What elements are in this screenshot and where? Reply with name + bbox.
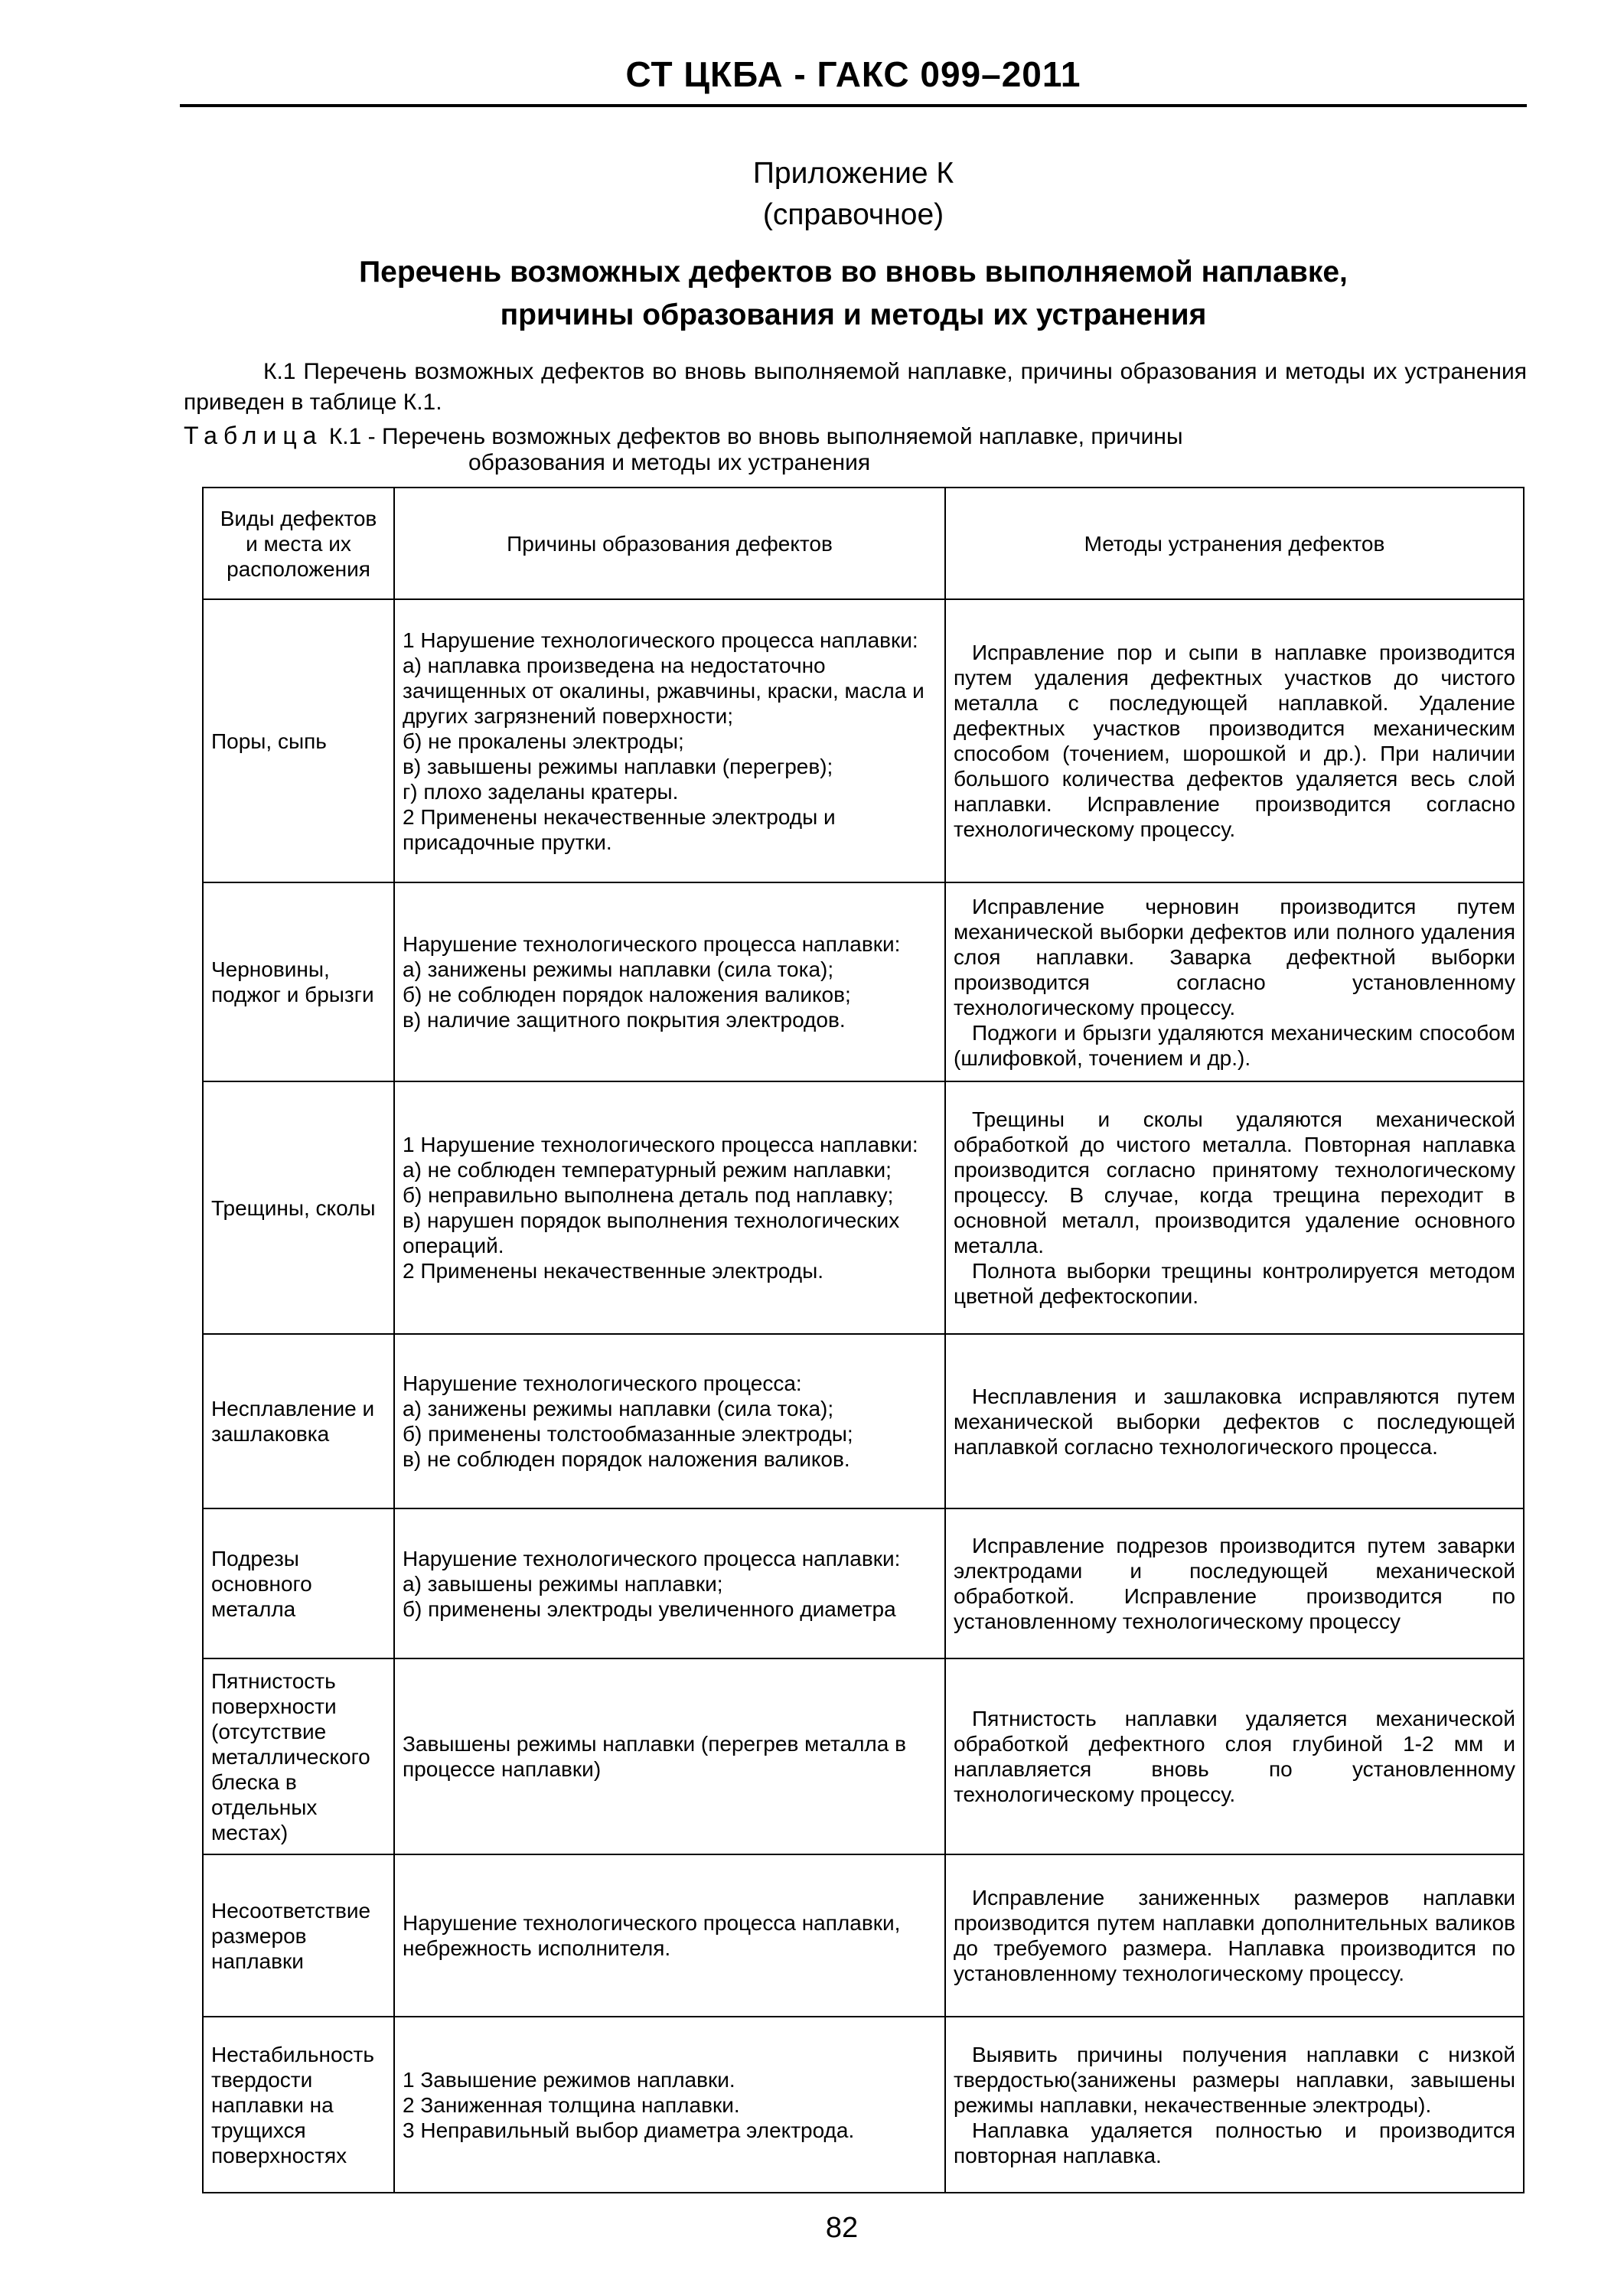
- method-paragraph: Несплавления и зашлаковка исправляются путем механической выборки дефектов с последующей наплавкой согласно технологического процесса.: [954, 1384, 1515, 1459]
- defect-cause-cell: [394, 1508, 945, 1658]
- cause-line: г) плохо заделаны кратеры.: [403, 779, 679, 804]
- table-caption-continuation: образования и методы их устранения: [468, 450, 871, 475]
- document-title-line-2: причины образования и методы их устранения: [500, 298, 1207, 331]
- document-title: [176, 251, 1531, 337]
- cause-line: Завышены режимы наплавки (перегрев металла в процессе наплавки): [403, 1732, 906, 1781]
- defect-method-cell: [945, 2017, 1524, 2193]
- table-row: [203, 1334, 1524, 1508]
- cause-line: б) применены толстообмазанные электроды;: [403, 1422, 853, 1446]
- defect-type-cell: Черновины, поджог и брызги: [203, 882, 394, 1081]
- cause-line: в) не соблюден порядок наложения валиков.: [403, 1447, 850, 1471]
- method-paragraph: Наплавка удаляется полностью и производится повторная наплавка.: [954, 2118, 1515, 2167]
- method-paragraph: Пятнистость наплавки удаляется механической обработкой дефектного слоя глубиной 1-2 мм и наплавляется вновь по установленному технологическому процессу.: [954, 1707, 1515, 1806]
- method-paragraph: Полнота выборки трещины контролируется методом цветной дефектоскопии.: [954, 1259, 1515, 1308]
- method-paragraph: Исправление черновин производится путем механической выборки дефектов или полного удаления слоя наплавки. Заварка дефектной выборки производится согласно установленному технологическому процессу.: [954, 894, 1515, 1019]
- method-paragraph: Исправление пор и сыпи в наплавке производится путем удаления дефектных участков до чистого металла с последующей наплавкой. Удаление дефектных участков производится механическим способом (точением, шорошкой и др.). При наличии большого количества дефектов удаляется весь слой наплавки. Исправление производится согласно технологическому процессу.: [954, 641, 1515, 841]
- header-defect-type: Виды дефектов и места их расположения: [203, 488, 394, 599]
- defect-method-cell: [945, 882, 1524, 1081]
- cause-line: 1 Завышение режимов наплавки.: [403, 2067, 735, 2092]
- table-row: [203, 882, 1524, 1081]
- page-number: 82: [825, 2212, 859, 2244]
- table-row: [203, 599, 1524, 882]
- defect-type-cell: Нестабильность твердости наплавки на трущихся поверхностях: [203, 2017, 394, 2193]
- header-methods: Методы устранения дефектов: [945, 488, 1524, 599]
- cause-line: Нарушение технологического процесса наплавки:: [403, 932, 901, 956]
- defect-method-cell: [945, 1508, 1524, 1658]
- cause-line: 2 Применены некачественные электроды.: [403, 1259, 824, 1283]
- intro-paragraph: К.1 Перечень возможных дефектов во вновь выполняемой наплавке, причины образования и методы их устранения приведен в таблице К.1.: [184, 359, 1527, 415]
- method-paragraph: Исправление заниженных размеров наплавки производится путем наплавки дополнительных валиков до требуемого размера. Наплавка производится по установленному технологическому процессу.: [954, 1886, 1515, 1985]
- defect-method-cell: [945, 1081, 1524, 1334]
- table-row: [203, 1081, 1524, 1334]
- defect-cause-cell: [394, 1334, 945, 1508]
- cause-line: в) завышены режимы наплавки (перегрев);: [403, 754, 833, 778]
- appendix-heading: [176, 153, 1531, 236]
- table-row: [203, 1508, 1524, 1658]
- cause-line: б) не соблюден порядок наложения валиков;: [403, 983, 851, 1006]
- defect-cause-cell: [394, 1658, 945, 1854]
- table-caption-text: К.1 - Перечень возможных дефектов во вновь выполняемой наплавке, причины: [328, 424, 1183, 449]
- document-code: СТ ЦКБА - ГАКС 099–2011: [625, 54, 1081, 94]
- defect-method-cell: [945, 1854, 1524, 2017]
- cause-line: Нарушение технологического процесса наплавки:: [403, 1546, 901, 1570]
- table-caption: [184, 422, 1527, 476]
- cause-line: б) применены электроды увеличенного диаметра: [403, 1596, 896, 1621]
- defect-type-cell: Пятнистость поверхности (отсутствие металлического блеска в отдельных местах): [203, 1658, 394, 1854]
- cause-line: а) занижены режимы наплавки (сила тока);: [403, 1397, 834, 1420]
- cause-line: а) занижены режимы наплавки (сила тока);: [403, 957, 834, 981]
- method-paragraph: Исправление подрезов производится путем заварки электродами и последующей механической обработкой. Исправление производится по установленному технологическому процессу: [954, 1534, 1515, 1633]
- defect-type-cell: Трещины, сколы: [203, 1081, 394, 1334]
- defect-cause-cell: [394, 882, 945, 1081]
- cause-line: а) завышены режимы наплавки;: [403, 1571, 723, 1596]
- cause-line: 3 Неправильный выбор диаметра электрода.: [403, 2118, 855, 2142]
- cause-line: в) наличие защитного покрытия электродов.: [403, 1008, 846, 1032]
- header-causes: Причины образования дефектов: [394, 488, 945, 599]
- defect-type-cell: Поры, сыпь: [203, 599, 394, 882]
- method-paragraph: Трещины и сколы удаляются механической обработкой до чистого металла. Повторная наплавка производится согласно принятому технологическому процессу. В случае, когда трещина переходит в основной металл, производится удаление основного металла.: [954, 1107, 1515, 1257]
- method-paragraph: Поджоги и брызги удаляются механическим способом (шлифовкой, точением и др.).: [954, 1020, 1515, 1070]
- table-row: [203, 2017, 1524, 2193]
- cause-line: Нарушение технологического процесса наплавки, небрежность исполнителя.: [403, 1911, 901, 1960]
- cause-line: а) не соблюден температурный режим наплавки;: [403, 1158, 892, 1182]
- cause-line: Нарушение технологического процесса:: [403, 1371, 802, 1395]
- defect-type-cell: Несоответствие размеров наплавки: [203, 1854, 394, 2017]
- defect-cause-cell: [394, 1854, 945, 2017]
- cause-line: б) не прокалены электроды;: [403, 729, 684, 753]
- table-header-row: [203, 488, 1524, 599]
- cause-line: 2 Заниженная толщина наплавки.: [403, 2092, 740, 2117]
- cause-line: 1 Нарушение технологического процесса наплавки:: [403, 1133, 918, 1156]
- cause-line: в) нарушен порядок выполнения технологических операций.: [403, 1208, 900, 1257]
- defect-method-cell: [945, 599, 1524, 882]
- table-body: [203, 599, 1524, 2193]
- defect-method-cell: [945, 1658, 1524, 1854]
- defect-type-cell: Подрезы основного металла: [203, 1508, 394, 1658]
- appendix-title: Приложение К: [752, 157, 954, 190]
- defect-cause-cell: [394, 1081, 945, 1334]
- defect-method-cell: [945, 1334, 1524, 1508]
- header-rule: [180, 104, 1527, 107]
- defect-cause-cell: [394, 599, 945, 882]
- defects-table: [202, 487, 1525, 2193]
- defect-type-cell: Несплавление и зашлаковка: [203, 1334, 394, 1508]
- method-paragraph: Выявить причины получения наплавки с низкой твердостью(занижены размеры наплавки, завышены режимы наплавки, некачественные электроды).: [954, 2042, 1515, 2117]
- table-row: [203, 1658, 1524, 1854]
- document-title-line-1: Перечень возможных дефектов во вновь выполняемой наплавке,: [359, 256, 1348, 289]
- cause-line: б) неправильно выполнена деталь под наплавку;: [403, 1183, 894, 1207]
- defect-cause-cell: [394, 2017, 945, 2193]
- table-row: [203, 1854, 1524, 2017]
- table-caption-label: Таблица: [184, 422, 323, 449]
- cause-line: 2 Применены некачественные электроды и присадочные прутки.: [403, 804, 836, 854]
- cause-line: 1 Нарушение технологического процесса наплавки:: [403, 628, 918, 652]
- cause-line: а) наплавка произведена на недостаточно зачищенных от окалины, ржавчины, краски, масла и других загрязнений поверхности;: [403, 653, 925, 728]
- appendix-subtitle: (справочное): [762, 198, 944, 231]
